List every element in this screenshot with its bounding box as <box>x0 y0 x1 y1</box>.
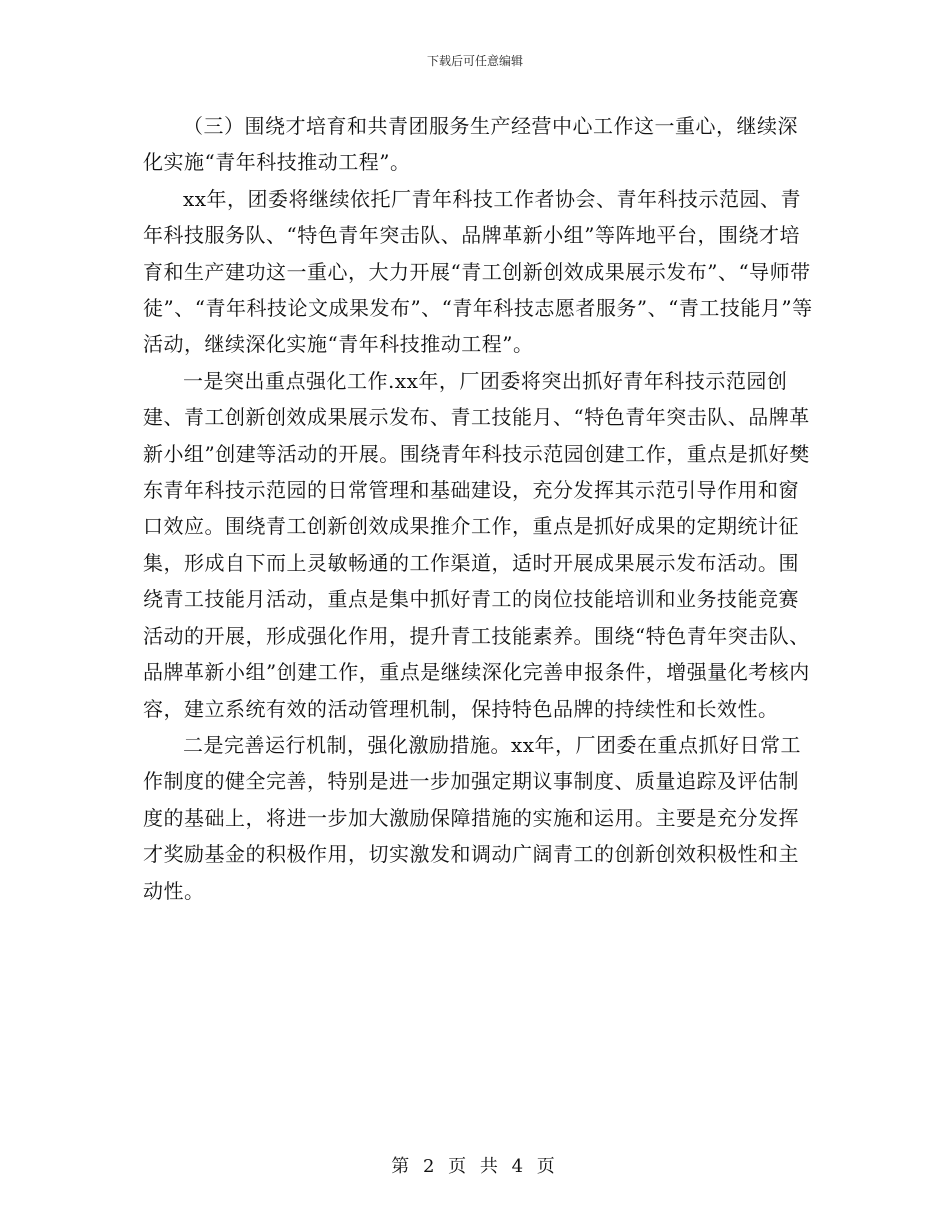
paragraph-point-two: 二是完善运行机制，强化激励措施。xx年，厂团委在重点抓好日常工作制度的健全完善，特别是进一步加强定期议事制度、质量追踪及评估制度的基础上，将进一步加大激励保障措施的实施和运用。主要是充分发挥才奖励基金的积极作用，切实激发和调动广阔青工的创新创效积极性和主动性。 <box>143 732 802 903</box>
paragraph-overview: xx年，团委将继续依托厂青年科技工作者协会、青年科技示范园、青年科技服务队、“特色青年突击队、品牌革新小组”等阵地平台，围绕才培育和生产建功这一重心，大力开展“青工创新创效成果展示发布”、“导师带徒”、“青年科技论文成果发布”、“青年科技志愿者服务”、“青工技能月”等活动，继续深化实施“青年科技推动工程”。 <box>143 186 813 357</box>
paragraph-point-one: 一是突出重点强化工作.xx年，厂团委将突出抓好青年科技示范园创建、青工创新创效成果展示发布、青工技能月、“特色青年突击队、品牌革新小组”创建等活动的开展。围绕青年科技示范园创建工作，重点是抓好樊东青年科技示范园的日常管理和基础建设，充分发挥其示范引导作用和窗口效应。围绕青工创新创效成果推介工作，重点是抓好成果的定期统计征集，形成自下而上灵敏畅通的工作渠道，适时开展成果展示发布活动。围绕青工技能月活动，重点是集中抓好青工的岗位技能培训和业务技能竞赛活动的开展，形成强化作用，提升青工技能素养。围绕“特色青年突击队、品牌革新小组”创建工作，重点是继续深化完善申报条件，增强量化考核内容，建立系统有效的活动管理机制，保持特色品牌的持续性和长效性。 <box>143 368 810 721</box>
document-body <box>143 108 813 909</box>
page-header: 下载后可任意编辑 <box>426 54 523 68</box>
paragraph-section-three-heading: （三）围绕才培育和共青团服务生产经营中心工作这一重心，继续深化实施“青年科技推动工程”。 <box>143 114 798 175</box>
page-number: 第 2 页 共 4 页 <box>391 1156 559 1177</box>
